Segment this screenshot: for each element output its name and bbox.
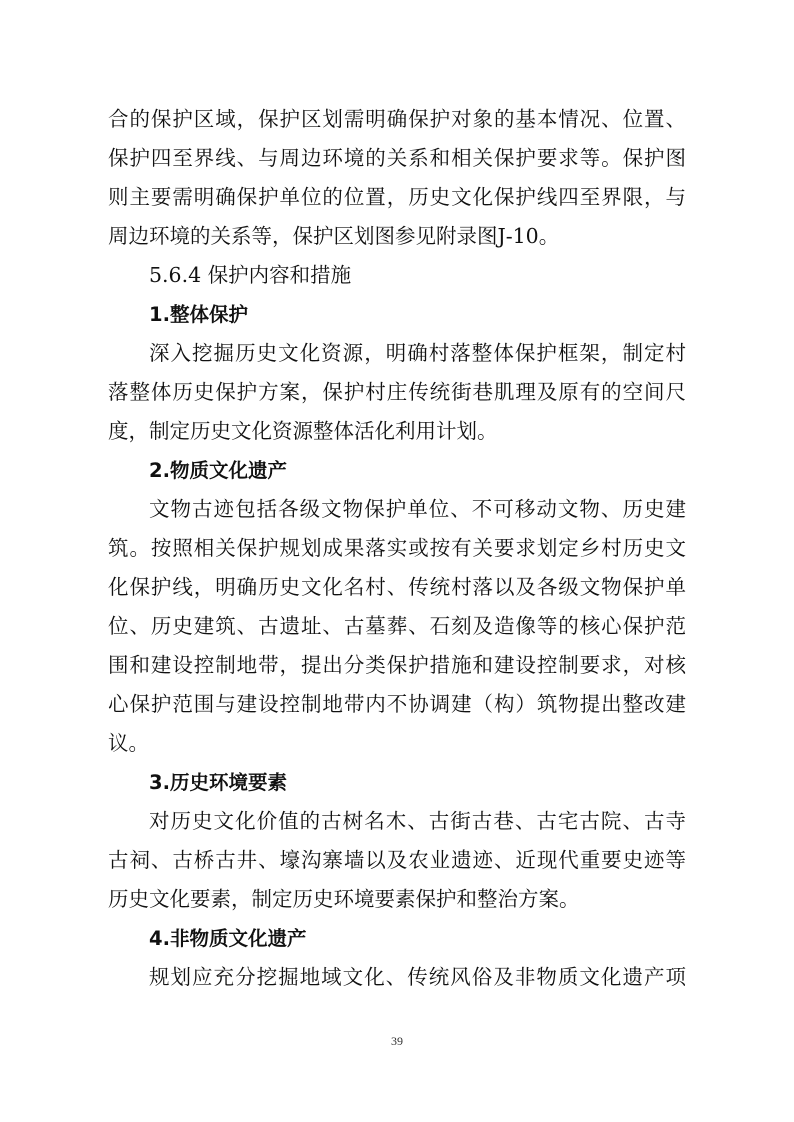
paragraph-line: 落整体历史保护方案，保护村庄传统街巷肌理及原有的空间尺: [108, 380, 686, 404]
paragraph-line: 文物古迹包括各级文物保护单位、不可移动文物、历史建: [149, 497, 686, 521]
paragraph-line: 深入挖掘历史文化资源，明确村落整体保护框架，制定村: [149, 341, 686, 365]
paragraph-line: 围和建设控制地带，提出分类保护措施和建设控制要求，对核: [108, 653, 686, 677]
item-heading: 4.非物质文化遗产: [149, 927, 307, 950]
page-body: [108, 100, 686, 997]
paragraph-line: 筑。按照相关保护规划成果落实或按有关要求划定乡村历史文: [108, 536, 686, 560]
paragraph-line: 位、历史建筑、古遗址、古墓葬、石刻及造像等的核心保护范: [108, 614, 686, 638]
paragraph-line: 心保护范围与建设控制地带内不协调建（构）筑物提出整改建: [108, 692, 686, 716]
paragraph-line: 规划应充分挖掘地域文化、传统风俗及非物质文化遗产项: [149, 965, 686, 989]
section-heading: 5.6.4 保护内容和措施: [149, 263, 352, 287]
paragraph-line: 化保护线，明确历史文化名村、传统村落以及各级文物保护单: [108, 575, 686, 599]
item-heading: 1.整体保护: [149, 303, 248, 326]
item-heading: 2.物质文化遗产: [149, 459, 287, 482]
paragraph-line: 历史文化要素，制定历史环境要素保护和整治方案。: [108, 887, 580, 911]
page-number: 39: [391, 1034, 403, 1048]
paragraph-line: 合的保护区域，保护区划需明确保护对象的基本情况、位置、: [108, 107, 686, 131]
paragraph-line: 议。: [108, 731, 149, 755]
paragraph-line: 古祠、古桥古井、壕沟寨墙以及农业遗迹、近现代重要史迹等: [108, 848, 686, 872]
paragraph-line: 则主要需明确保护单位的位置，历史文化保护线四至界限，与: [108, 185, 686, 209]
paragraph-line: 度，制定历史文化资源整体活化利用计划。: [108, 419, 498, 443]
paragraph-line: 保护四至界线、与周边环境的关系和相关保护要求等。保护图: [108, 146, 686, 170]
paragraph-line: 对历史文化价值的古树名木、古街古巷、古宅古院、古寺: [149, 809, 686, 833]
item-heading: 3.历史环境要素: [149, 771, 287, 794]
paragraph-line: 周边环境的关系等，保护区划图参见附录图J-10。: [108, 224, 560, 248]
